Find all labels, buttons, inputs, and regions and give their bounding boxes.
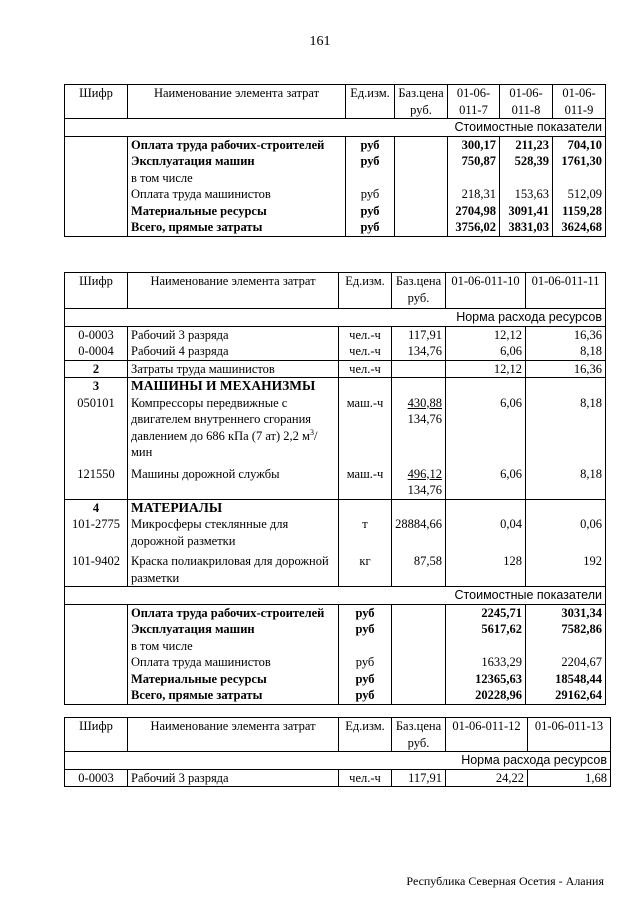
- table-row: [65, 360, 606, 378]
- cost-table-2: [64, 272, 606, 705]
- row-code: 0-0004: [65, 343, 128, 360]
- row-value: 211,23: [500, 136, 553, 153]
- row-value: 5617,62: [446, 621, 526, 638]
- section-row: [65, 378, 606, 395]
- row-name: Оплата труда рабочих-строителей: [128, 604, 339, 621]
- header-unit: Ед.изм.: [339, 273, 392, 309]
- header-col-3: 01-06-011-9: [553, 85, 606, 119]
- header-name: Наименование элемента затрат: [128, 273, 339, 309]
- table-row: [65, 326, 606, 343]
- table-row: [65, 153, 606, 170]
- table-row: [65, 516, 606, 549]
- row-unit: руб: [339, 604, 392, 621]
- row-value: 2245,71: [446, 604, 526, 621]
- row-unit: чел.-ч: [339, 360, 392, 378]
- row-value: 1,68: [528, 769, 611, 787]
- row-value: 8,18: [526, 343, 606, 360]
- row-price: 430,88 134,76: [392, 395, 446, 461]
- header-name: Наименование элемента затрат: [128, 85, 346, 119]
- table-row: [65, 170, 606, 187]
- row-value: 3756,02: [448, 219, 500, 236]
- row-name: Эксплуатация машин: [128, 621, 339, 638]
- table-row: [65, 343, 606, 360]
- header-code: Шифр: [65, 718, 128, 752]
- row-value: 153,63: [500, 186, 553, 203]
- row-value: 12,12: [446, 360, 526, 378]
- row-value: 704,10: [553, 136, 606, 153]
- row-unit: маш.-ч: [339, 395, 392, 461]
- row-name: Затраты труда машинистов: [128, 360, 339, 378]
- table-row: [65, 549, 606, 587]
- subheader-cost: Стоимостные показатели: [65, 587, 606, 605]
- section-code: 4: [65, 499, 128, 516]
- row-value: 528,39: [500, 153, 553, 170]
- row-value: 0,06: [526, 516, 606, 549]
- row-value: 1159,28: [553, 203, 606, 220]
- row-code: 101-9402: [65, 549, 128, 587]
- row-unit: руб: [339, 687, 392, 704]
- row-code: 0-0003: [65, 326, 128, 343]
- subheader-norm: Норма расхода ресурсов: [65, 309, 606, 327]
- row-value: 3091,41: [500, 203, 553, 220]
- section-title: МАШИНЫ И МЕХАНИЗМЫ: [128, 378, 339, 395]
- total-row: [65, 638, 606, 655]
- total-row: [65, 687, 606, 704]
- header-col-2: 01-06-011-8: [500, 85, 553, 119]
- row-name: Всего, прямые затраты: [128, 687, 339, 704]
- row-unit: кг: [339, 549, 392, 587]
- row-value: 8,18: [526, 395, 606, 461]
- row-unit: т: [339, 516, 392, 549]
- total-row: [65, 654, 606, 671]
- row-name: Микросферы стеклянные для дорожной разметки: [128, 516, 339, 549]
- header-unit: Ед.изм.: [339, 718, 392, 752]
- row-unit: чел.-ч: [339, 343, 392, 360]
- row-value: 16,36: [526, 326, 606, 343]
- header-col-2: 01-06-011-13: [528, 718, 611, 752]
- row-value: 192: [526, 549, 606, 587]
- row-value: 3624,68: [553, 219, 606, 236]
- row-unit: руб: [339, 671, 392, 688]
- total-row: [65, 671, 606, 688]
- row-value: 12365,63: [446, 671, 526, 688]
- table-row: [65, 136, 606, 153]
- row-value: 16,36: [526, 360, 606, 378]
- row-code: 121550: [65, 461, 128, 500]
- row-value: 6,06: [446, 343, 526, 360]
- row-price: 117,91: [392, 326, 446, 343]
- row-value: 12,12: [446, 326, 526, 343]
- row-price: 28884,66: [392, 516, 446, 549]
- subheader-norm: Норма расхода ресурсов: [65, 752, 611, 770]
- total-row: [65, 621, 606, 638]
- row-unit: руб: [346, 186, 395, 203]
- row-price: 134,76: [392, 343, 446, 360]
- row-unit: чел.-ч: [339, 326, 392, 343]
- header-col-1: 01-06-011-10: [446, 273, 526, 309]
- cost-table-1: [64, 84, 606, 237]
- total-row: [65, 604, 606, 621]
- row-value: 3831,03: [500, 219, 553, 236]
- row-name: Оплата труда рабочих-строителей: [128, 136, 346, 153]
- row-price: 117,91: [392, 769, 446, 787]
- header-code: Шифр: [65, 85, 128, 119]
- row-value: 29162,64: [526, 687, 606, 704]
- header-col-1: 01-06-011-12: [446, 718, 528, 752]
- table-row: [65, 219, 606, 236]
- section-title: МАТЕРИАЛЫ: [128, 499, 339, 516]
- row-unit: маш.-ч: [339, 461, 392, 500]
- table-row: [65, 186, 606, 203]
- row-name: Материальные ресурсы: [128, 671, 339, 688]
- row-name: Компрессоры передвижные с двигателем внутреннего сгорания давлением до 686 кПа (7 ат) 2,2 $м^3$/мин: [128, 395, 339, 461]
- section-code: 3: [65, 378, 128, 395]
- row-value: 6,06: [446, 461, 526, 500]
- row-name: Рабочий 3 разряда: [128, 326, 339, 343]
- row-name: Рабочий 4 разряда: [128, 343, 339, 360]
- row-name: Оплата труда машинистов: [128, 186, 346, 203]
- row-value: 18548,44: [526, 671, 606, 688]
- row-unit: руб: [346, 219, 395, 236]
- page-number: 161: [309, 34, 331, 49]
- row-value: 512,09: [553, 186, 606, 203]
- row-code: 0-0003: [65, 769, 128, 787]
- row-name: Машины дорожной службы: [128, 461, 339, 500]
- row-unit: руб: [339, 654, 392, 671]
- row-value: 1633,29: [446, 654, 526, 671]
- row-value: 2204,67: [526, 654, 606, 671]
- header-unit: Ед.изм.: [346, 85, 395, 119]
- row-unit: руб: [339, 621, 392, 638]
- row-unit: чел.-ч: [339, 769, 392, 787]
- header-col-2: 01-06-011-11: [526, 273, 606, 309]
- row-name: Всего, прямые затраты: [128, 219, 346, 236]
- row-value: 8,18: [526, 461, 606, 500]
- row-value: 218,31: [448, 186, 500, 203]
- header-code: Шифр: [65, 273, 128, 309]
- row-code: 050101: [65, 395, 128, 461]
- header-price: Баз.цена руб.: [392, 273, 446, 309]
- row-value: 0,04: [446, 516, 526, 549]
- table-row: [65, 769, 611, 787]
- row-value: 20228,96: [446, 687, 526, 704]
- row-name: в том числе: [128, 638, 339, 655]
- row-value: 750,87: [448, 153, 500, 170]
- cost-table-3: [64, 717, 611, 787]
- page-footer: Республика Северная Осетия - Алания: [406, 874, 604, 888]
- subheader-cost: Стоимостные показатели: [65, 119, 606, 137]
- row-value: 1761,30: [553, 153, 606, 170]
- row-unit: руб: [346, 203, 395, 220]
- row-value: 300,17: [448, 136, 500, 153]
- row-value: 6,06: [446, 395, 526, 461]
- row-value: 7582,86: [526, 621, 606, 638]
- row-value: 24,22: [446, 769, 528, 787]
- row-unit: руб: [346, 153, 395, 170]
- row-price: 496,12 134,76: [392, 461, 446, 500]
- row-unit: руб: [346, 136, 395, 153]
- header-col-1: 01-06-011-7: [448, 85, 500, 119]
- row-name: Материальные ресурсы: [128, 203, 346, 220]
- header-price: Баз.цена руб.: [392, 718, 446, 752]
- row-value: 3031,34: [526, 604, 606, 621]
- table-row: [65, 461, 606, 500]
- header-name: Наименование элемента затрат: [128, 718, 339, 752]
- section-row: [65, 499, 606, 516]
- row-name: Оплата труда машинистов: [128, 654, 339, 671]
- header-price: Баз.цена руб.: [395, 85, 448, 119]
- row-value: 128: [446, 549, 526, 587]
- row-code: 2: [65, 360, 128, 378]
- table-row: [65, 203, 606, 220]
- row-name: Эксплуатация машин: [128, 153, 346, 170]
- table-row: [65, 395, 606, 461]
- row-name: в том числе: [128, 170, 346, 187]
- row-name: Рабочий 3 разряда: [128, 769, 339, 787]
- row-name: Краска полиакриловая для дорожной разметки: [128, 549, 339, 587]
- row-code: 101-2775: [65, 516, 128, 549]
- row-price: 87,58: [392, 549, 446, 587]
- row-value: 2704,98: [448, 203, 500, 220]
